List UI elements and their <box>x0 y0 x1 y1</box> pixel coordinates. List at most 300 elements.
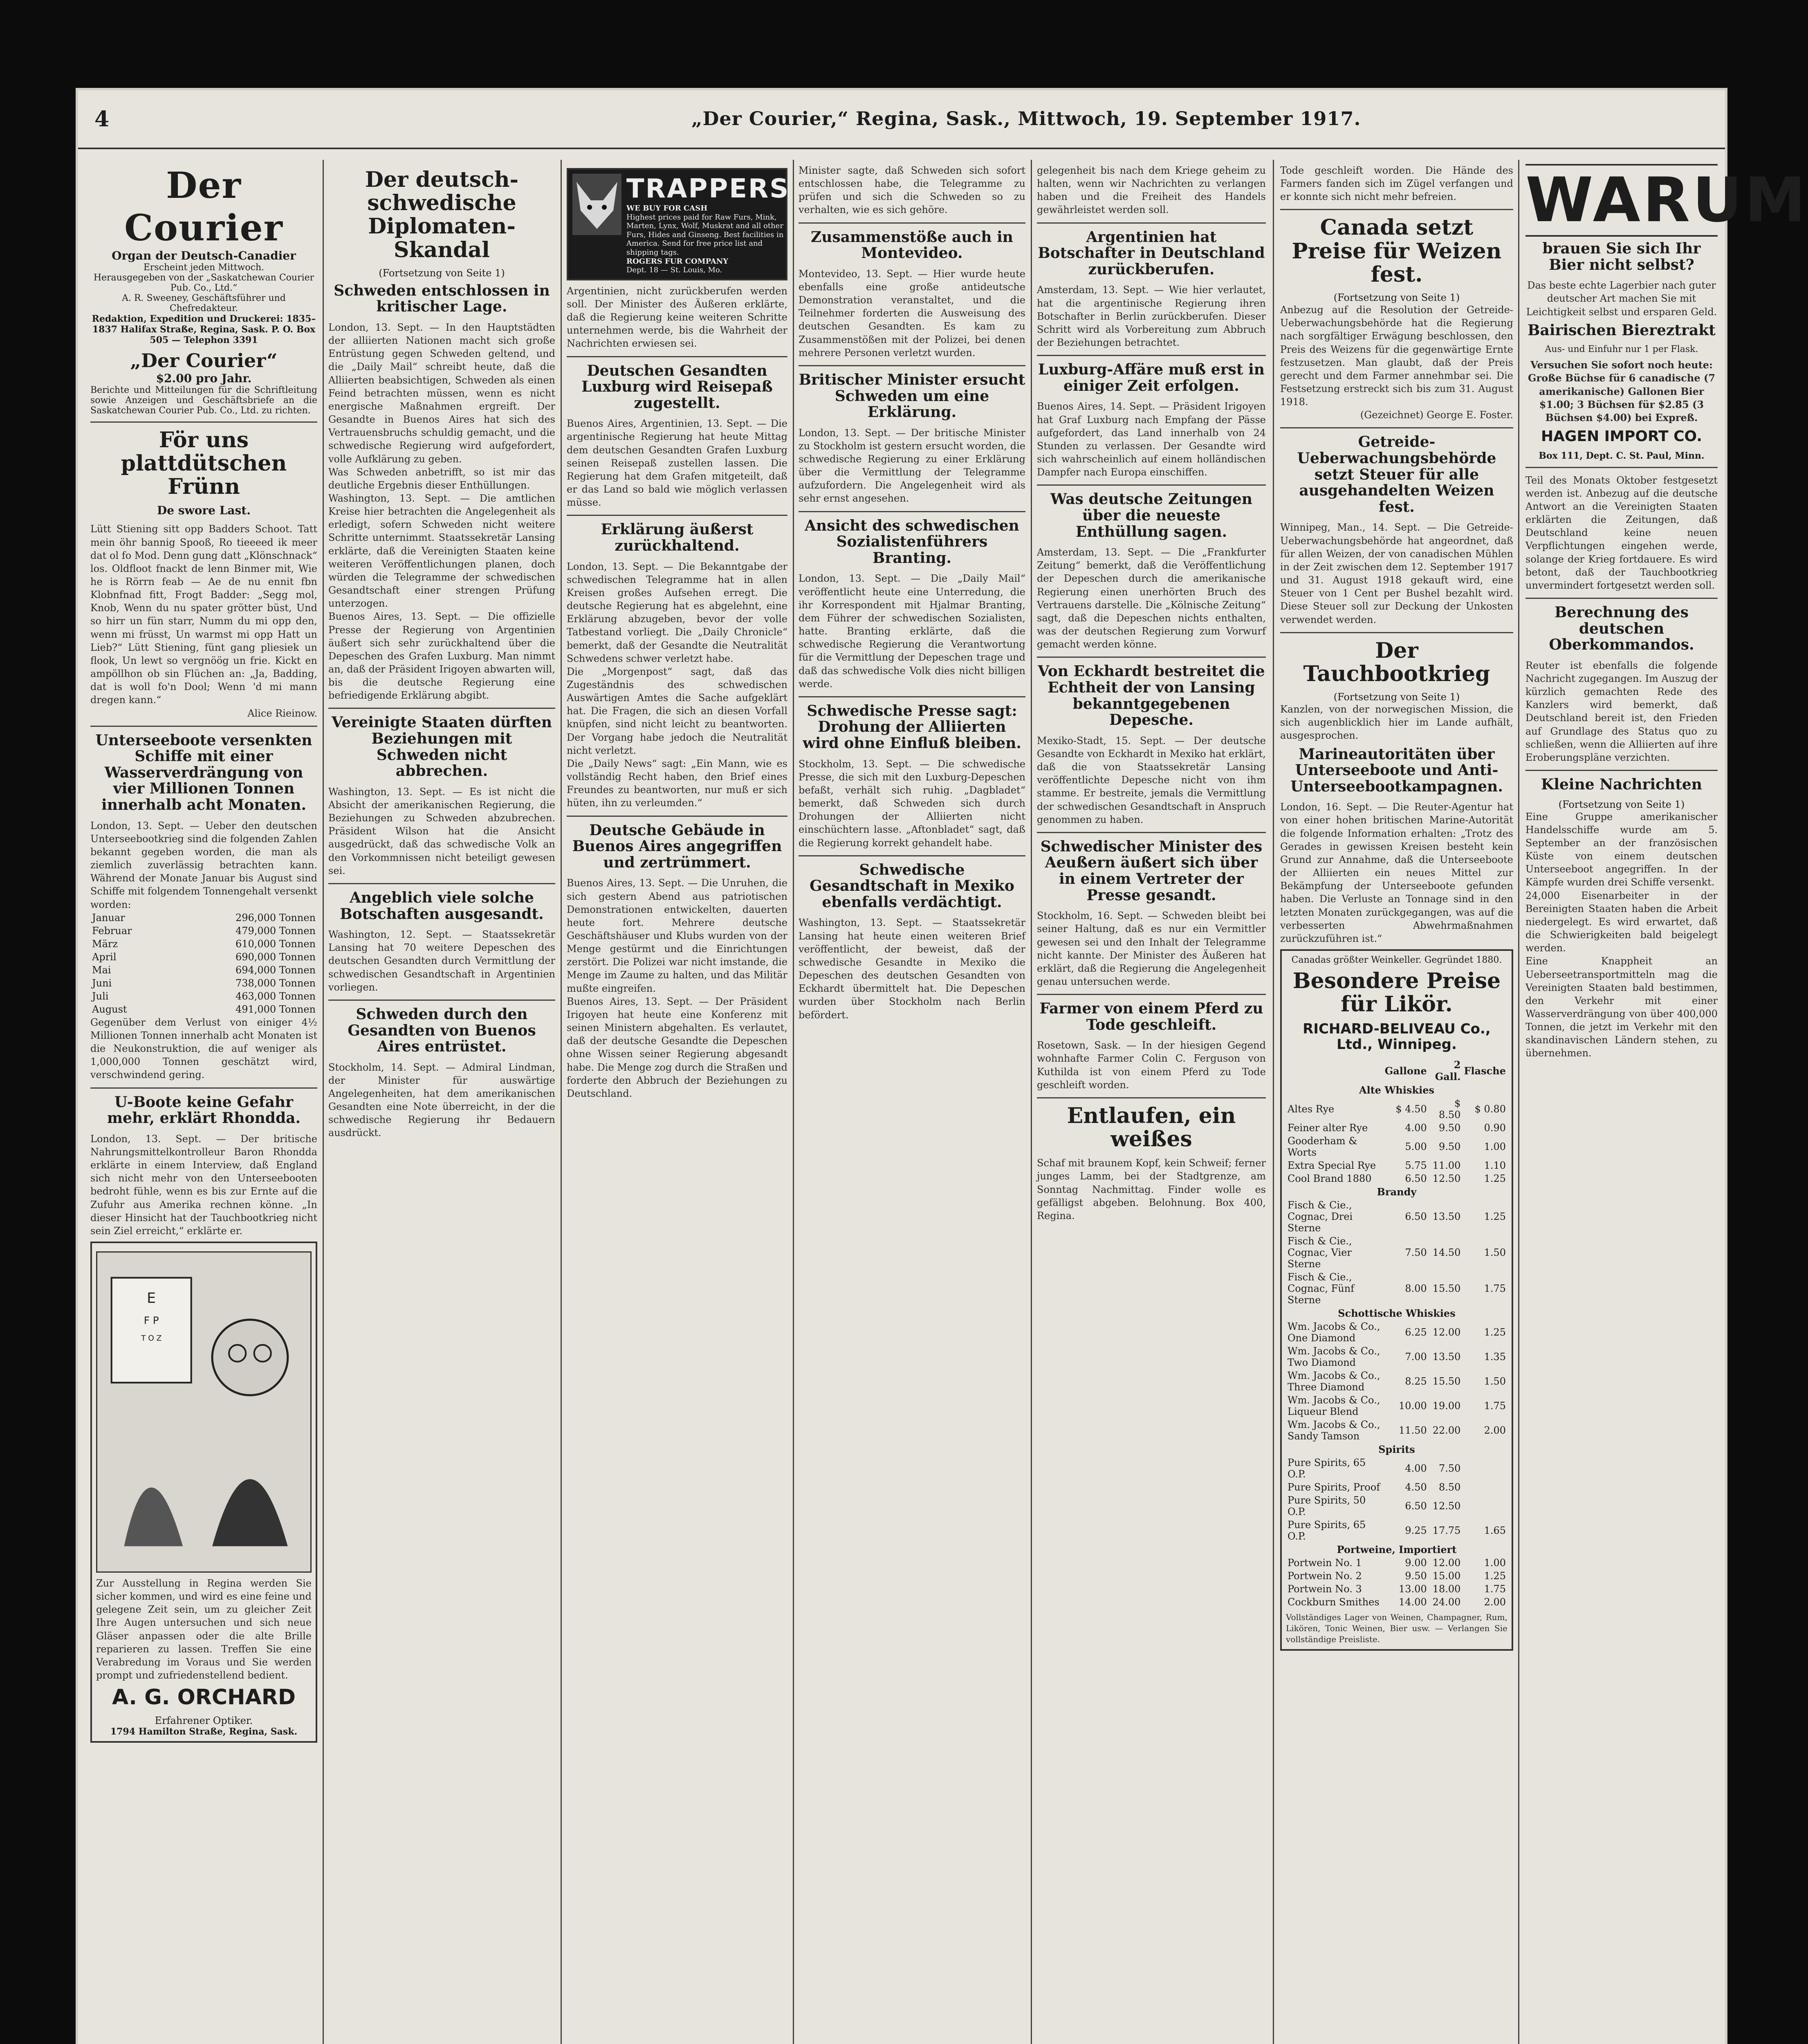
headline: Canada setzt Preise für Weizen fest. <box>1292 215 1502 287</box>
article-text: Reuter ist ebenfalls die folgende Nachricht zugegangen. Im Auszug der kürzlich gemachten Rede des Kanzlers wird bemerkt, daß Deutschland bereit ist, den Frieden auf Grundlage des Status quo zu schließen, wenn die Alliierten auf ihre Eroberungspläne verzichten. <box>1525 659 1718 763</box>
price-value: 8.25 <box>1405 1376 1427 1387</box>
tonnage-value: 479,000 Tonnen <box>235 925 316 937</box>
price-value: 6.50 <box>1405 1211 1427 1223</box>
price-value: $ 8.50 <box>1438 1098 1461 1121</box>
tonnage-row <box>90 977 317 990</box>
tonnage-row <box>90 964 317 977</box>
price-column-header: Flasche <box>1464 1065 1506 1077</box>
price-value: 1.25 <box>1484 1570 1506 1582</box>
headline: För uns plattdütschen Frünn <box>121 428 287 500</box>
divider <box>799 855 1025 856</box>
tonnage-value: 491,000 Tonnen <box>235 1003 316 1015</box>
article-text: Stockholm, 14. Sept. — Admiral Lindman, der Minister für auswärtige Angelegenheiten, hat dem amerikanischen Gesandten eine Note überreicht, in der die schwedische Regierung ihr Bedauern ausdrückt. <box>328 1061 555 1139</box>
divider <box>799 696 1025 697</box>
column-1 <box>90 164 317 2044</box>
tonnage-month: Juni <box>92 977 112 989</box>
price-row <box>1286 1271 1507 1307</box>
price-value: 13.00 <box>1399 1583 1427 1595</box>
price-value: 1.10 <box>1484 1160 1506 1172</box>
liquor-price-table <box>1286 1058 1507 1609</box>
article-text: Teil des Monats Oktober festgesetzt werden ist. Anbezug auf die deutsche Antwort an die Vereinigten Staaten erklärten die Zeitungen, daß Deutschland keine neuen Verpflichtungen eingehen werde, solange der Krieg fortdauere. Es wird betont, daß der Tauchbootkrieg unvermindert fortgesetzt werden soll. <box>1525 474 1718 591</box>
column-5 <box>1037 164 1266 2044</box>
article-text: Washington, 13. Sept. — Die amtlichen Kreise hier betrachten die Angelegenheit als erledigt, sofern Schweden nicht weitere Schritte unternimmt. Staatssekretär Lansing erklärte, daß die Vereinigten Staaten keine weiteren Veröffentlichungen planen, doch würden die Telegramme der schwedischen Gesandtschaft einer strengen Prüfung unterzogen. <box>328 492 555 610</box>
masthead-notice: Berichte und Mitteilungen für die Schriftleitung sowie Anzeigen und Geschäftsbriefe an die Saskatchewan Courier Pub. Co., Ltd. zu richten. <box>90 385 317 416</box>
price-value: 1.65 <box>1484 1525 1506 1537</box>
divider <box>1280 209 1513 210</box>
price-value: 7.50 <box>1405 1247 1427 1259</box>
article-text: Kanzlen, von der norwegischen Mission, die sich augenblicklich hier im Lande aufhält, ausgesprochen. <box>1280 704 1513 742</box>
price-section-title: Alte Whiskies <box>1359 1084 1434 1096</box>
trappers-ad-banner <box>568 170 790 279</box>
price-value: 1.25 <box>1484 1211 1506 1223</box>
price-value: 10.00 <box>1399 1400 1427 1412</box>
headline: Schwedische Gesandtschaft in Mexiko ebenfalls verdächtigt. <box>810 861 1014 911</box>
price-section-title: Schottische Whiskies <box>1338 1307 1456 1320</box>
optician-sub: Erfahrener Optiker. <box>155 1715 253 1727</box>
subscription-title: „Der Courier“ <box>130 350 278 372</box>
divider <box>1525 598 1718 599</box>
price-value: 9.25 <box>1405 1525 1427 1537</box>
price-value <box>1462 1481 1507 1494</box>
poem-text: Lütt Stiening sitt opp Badders Schoot. Tatt mein öhr bannig Spooß, Ro tieeeed ik meer dat ol fo Mod. Denn gung datt „Klönschnack“ los. Oldfloot fnackt de lenn Binmer mit, Wie he is Rörrn feab — Ae de nu ennit fbn Klobnfnad fitt, Frogt Badder: „Segg mol, Knob, Wenn du nu spater grötter büst, Und so hirr un fün starr, Numm du mi opp den, wenn mi früsst, Un warmst mi opp Hatt un Lieb?“ Lütt Stiening, fünt gang pliesiek un flook, Un lewt so vergnöög un frie. Kickt en ampöllhon ob sin Flüchen an: „Ja, Badding, dat is woll fo'n Dool; Wenn 'd mi mann dregen kann.“ <box>90 523 317 706</box>
tonnage-month: August <box>92 1003 127 1015</box>
divider <box>1037 994 1266 995</box>
price-row <box>1286 1394 1507 1418</box>
article-text: Was Schweden anbetrifft, so ist mir das deutliche Ergebnis dieser Enthüllungen. <box>328 466 555 491</box>
price-row <box>1286 1134 1507 1159</box>
article-text: Buenos Aires, 13. Sept. — Der Präsident Irigoyen hat heute eine Konferenz mit seinen Ministern abgehalten. Es verlautet, daß der deutsche Gesandte die Depeschen ohne Wissen seiner Regierung abgesandt habe. Die Menge zog durch die Straßen und forderte den Abbruch der Beziehungen zu Deutschland. <box>567 995 788 1099</box>
headline: Schwedische Presse sagt: Drohung der Alliierten wird ohne Einfluß bleiben. <box>803 702 1021 752</box>
optician-illustration <box>96 1251 312 1573</box>
tonnage-month: Juli <box>92 990 109 1002</box>
trappers-tag: WE BUY FOR CASH <box>626 204 708 213</box>
price-value: 15.00 <box>1432 1570 1461 1582</box>
price-value: 9.50 <box>1405 1570 1427 1582</box>
masthead-title: Der Courier <box>124 164 283 249</box>
tonnage-month: März <box>92 938 118 950</box>
price-item-name: Wm. Jacobs & Co., One Diamond <box>1288 1321 1380 1344</box>
price-value: 7.00 <box>1405 1351 1427 1363</box>
price-row <box>1286 1569 1507 1582</box>
price-value: 1.00 <box>1484 1141 1506 1153</box>
divider <box>1280 632 1513 633</box>
divider <box>90 1087 317 1089</box>
headline: Zusammenstöße auch in Montevideo. <box>811 228 1013 262</box>
price-value: 14.00 <box>1399 1596 1427 1608</box>
price-item-name: Pure Spirits, 65 O.P. <box>1288 1457 1366 1480</box>
headline: Ansicht des schwedischen Sozialistenführers Branting. <box>805 517 1019 567</box>
headline: Was deutsche Zeitungen über die neueste Enthüllung sagen. <box>1050 491 1253 540</box>
price-value: 12.50 <box>1432 1173 1461 1185</box>
divider <box>567 356 787 357</box>
continued-note: (Fortsetzung von Seite 1) <box>1558 798 1685 810</box>
optician-name: A. G. ORCHARD <box>112 1685 296 1710</box>
divider <box>799 222 1025 224</box>
tonnage-month: April <box>92 951 117 963</box>
price-value: 12.50 <box>1432 1500 1461 1512</box>
price-row <box>1286 1159 1507 1172</box>
article-text: 24,000 Eisenarbeiter in der Bereinigten Staaten haben die Arbeit niedergelegt. Es wird erwartet, daß die Schwierigkeiten bald beigelegt werden. <box>1525 890 1718 954</box>
headline: Marineautoritäten über Unterseeboote und Anti-Unterseebootkampagnen. <box>1290 745 1503 795</box>
article-text: Buenos Aires, 13. Sept. — Die Unruhen, die sich gestern Abend aus patriotischen Demonstrationen entwickelten, dauerten heute fort. Mehrere deutsche Geschäftshäuser und Klubs wurden von der Menge gestürmt und die Einrichtungen zerstört. Die Polizei war nicht imstande, die Menge im Zaume zu halten, und das Militär mußte eingreifen. <box>567 877 787 994</box>
divider <box>328 708 555 709</box>
headline: Von Eckhardt bestreitet die Echtheit der von Lansing bekanntgegebenen Depesche. <box>1038 663 1265 729</box>
divider <box>1037 1097 1266 1098</box>
tonnage-row <box>90 1003 317 1016</box>
price-value: 1.75 <box>1484 1400 1506 1412</box>
article-text: Buenos Aires, 13. Sept. — Die offizielle Presse der Regierung von Argentinien äußert sich sehr zurückhaltend über die Depeschen des Grafen Luxburg. Man nimmt an, daß der Präsident Irigoyen abwarten will, bis die deutsche Regierung eine befriedigende Erklärung abgibt. <box>328 611 555 702</box>
price-value: 1.50 <box>1484 1247 1506 1259</box>
classified-text: Schaf mit braunem Kopf, kein Schweif; ferner junges Lamm, bei der Stadtgrenze, am Sonntag Nachmittag. Finder wolle es gefälligst abgeben. Belohnung. Box 400, Regina. <box>1037 1157 1266 1221</box>
price-section-title: Spirits <box>1378 1443 1415 1456</box>
price-row <box>1286 1582 1507 1596</box>
headline: Farmer von einem Pferd zu Tode geschleift. <box>1039 1000 1263 1033</box>
page-number: 4 <box>94 107 110 132</box>
price-row <box>1286 1418 1507 1443</box>
divider <box>1037 657 1266 658</box>
trappers-address: Dept. 18 — St. Louis, Mo. <box>626 266 722 275</box>
price-row <box>1286 1456 1507 1481</box>
masthead <box>90 164 317 416</box>
price-item-name: Wm. Jacobs & Co., Two Diamond <box>1288 1345 1380 1369</box>
price-value: $ 4.50 <box>1395 1103 1427 1115</box>
price-value: 4.50 <box>1405 1481 1427 1493</box>
article-text: Washington, 13. Sept. — Es ist nicht die Absicht der amerikanischen Regierung, die Beziehungen zu Schweden abzubrechen. Präsident Wilson hat die Ansicht ausgedrückt, daß das schwedische Volk an den Vorkommnissen nicht beteiligt gewesen sei. <box>328 786 555 876</box>
column-4 <box>799 164 1025 2044</box>
subheadline: Schweden entschlossen in kritischer Lage. <box>334 282 550 316</box>
divider <box>328 883 555 884</box>
tonnage-value: 690,000 Tonnen <box>235 951 316 963</box>
extract-name: Bairischen Biereztrakt <box>1528 321 1716 339</box>
classified-headline: Entlaufen, ein weißes <box>1067 1103 1236 1152</box>
column-rule <box>323 160 324 2044</box>
price-row <box>1286 1369 1507 1394</box>
price-row <box>1286 1199 1507 1235</box>
price-value: 19.00 <box>1432 1400 1461 1412</box>
price-section-title: Portweine, Importiert <box>1337 1544 1457 1556</box>
price-row <box>1286 1345 1507 1369</box>
price-value: 5.75 <box>1405 1160 1427 1172</box>
trappers-ad <box>567 168 790 280</box>
price-row <box>1286 1172 1507 1185</box>
price-value: 9.50 <box>1438 1141 1461 1153</box>
price-row <box>1286 1596 1507 1609</box>
article-text: London, 13. Sept. — Die „Daily Mail“ veröffentlicht heute eine Unterredung, die ihr Korrespondent mit Hjalmar Branting, dem Führer der schwedischen Sozialisten, hatte. Branting erklärte, daß die schwedische Regierung die Verantwortung für die Vermittlung der Depeschen trage und daß das schwedische Volk dies nicht billigen werde. <box>799 573 1025 690</box>
article-text: Amsterdam, 13. Sept. — Die „Frankfurter Zeitung“ bemerkt, daß die Veröffentlichung der Depeschen durch die amerikanische Regierung einen unerhörten Bruch des Vertrauens darstelle. Die „Kölnische Zeitung“ sagt, daß die Depeschen nichts enthalten, was der deutschen Regierung zum Vorwurf gemacht werden könne. <box>1037 547 1266 650</box>
price-item-name: Altes Rye <box>1288 1103 1335 1115</box>
price-value: 11.00 <box>1432 1160 1461 1172</box>
price-value: 22.00 <box>1432 1425 1461 1437</box>
liquor-ad <box>1280 949 1513 1651</box>
article-text: Buenos Aires, 14. Sept. — Präsident Irigoyen hat Graf Luxburg nach Empfang der Pässe aufgefordert, das Land innerhalb von 24 Stunden zu verlassen. Der Gesandte wird sich wahrscheinlich auf einem holländischen Dampfer nach Europa einschiffen. <box>1037 401 1266 478</box>
continued-note: (Fortsetzung von Seite 1) <box>379 267 505 279</box>
divider <box>1525 770 1718 771</box>
article-text: Amsterdam, 13. Sept. — Wie hier verlautet, hat die argentinische Regierung ihren Botschafter in Berlin zurückberufen. Dieser Schritt wird als Vorbereitung zum Abbruch der Beziehungen betrachtet. <box>1037 284 1266 349</box>
price-value: 13.50 <box>1432 1211 1461 1223</box>
article-text: Eine Gruppe amerikanischer Handelsschiffe wurde am 5. September an der französischen Küste von einem deutschen Unterseeboot angegriffen. In der Kämpfe wurden drei Schiffe versenkt. <box>1525 811 1718 888</box>
divider <box>328 1000 555 1001</box>
price-value: $ 0.80 <box>1474 1103 1506 1115</box>
price-value: 15.50 <box>1432 1376 1461 1387</box>
price-value <box>1462 1494 1507 1518</box>
trappers-company: ROGERS FUR COMPANY <box>626 257 729 266</box>
headline: Erklärung äußerst zurückhaltend. <box>601 521 754 554</box>
article-text: London, 13. Sept. — Ueber den deutschen Unterseebootkrieg sind die folgenden Zahlen bekannt gegeben worden, die man als ziemlich zuverlässig betrachten kann. Während der Monate Januar bis August sind Schiffe mit folgendem Tonnengehalt versenkt worden: <box>90 820 317 910</box>
price-value: 12.00 <box>1432 1327 1461 1338</box>
price-item-name: Extra Special Rye <box>1288 1160 1376 1172</box>
hagen-address: Box 111, Dept. C. St. Paul, Minn. <box>1539 450 1705 461</box>
headline: Getreide-Ueberwachungsbehörde setzt Steuer für alle ausgehandelten Weizen fest. <box>1297 433 1496 515</box>
tonnage-value: 694,000 Tonnen <box>235 964 316 976</box>
price-item-name: Wm. Jacobs & Co., Sandy Tamson <box>1288 1419 1380 1442</box>
order-text: Versuchen Sie sofort noch heute: Große Büchse für 6 canadische (7 amerikanische) Gallonen Bier $1.00; 3 Büchsen für $2.85 (3 Büchsen $4.00) bei Expreß. <box>1528 359 1716 424</box>
headline: Argentinien hat Botschafter in Deutschland zurückberufen. <box>1038 228 1265 278</box>
price-row <box>1286 1235 1507 1271</box>
article-text: Rosetown, Sask. — In der hiesigen Gegend wohnhafte Farmer Colin C. Ferguson von Kuthilda ist von einem Pferd zu Tode geschleift worden. <box>1037 1040 1266 1091</box>
article-text: London, 13. Sept. — Der britische Nahrungsmittelkontrolleur Baron Rhondda erklärte in einem Interview, daß England sich nicht mehr von den Unterseebooten bedroht fühle, wenn es bis zur Ernte auf die Zufuhr aus Amerika rechnen könne. „In dieser Hinsicht hat der Tauchbootkrieg nicht sein Ziel erreicht,“ erklärte er. <box>90 1133 317 1237</box>
liquor-ad-top: Canadas größter Weinkeller. Gegründet 1880. <box>1291 955 1502 965</box>
trappers-title: TRAPPERS <box>626 174 790 204</box>
price-value: 8.50 <box>1438 1481 1461 1493</box>
price-value: 1.25 <box>1484 1173 1506 1185</box>
article-text: Die „Daily News“ sagt: „Ein Mann, wie es vollständig Recht haben, den Brief eines Freundes zu beantworten, nur muß er sich hüten, ihn zu verleumden.“ <box>567 758 787 809</box>
price-item-name: Pure Spirits, 65 O.P. <box>1288 1519 1366 1542</box>
warum-ad-subtitle: brauen Sie sich Ihr Bier nicht selbst? <box>1542 240 1701 273</box>
poem-title: De swore Last. <box>157 503 251 517</box>
tonnage-row <box>90 937 317 950</box>
tonnage-value: 296,000 Tonnen <box>235 912 316 923</box>
headline: Deutsche Gebäude in Buenos Aires angegriffen und zertrümmert. <box>572 821 782 871</box>
column-6 <box>1280 164 1513 2044</box>
tonnage-month: Januar <box>92 912 125 923</box>
price-value: 1.75 <box>1484 1283 1506 1295</box>
price-item-name: Portwein No. 3 <box>1288 1583 1362 1595</box>
article-text: Winnipeg, Man., 14. Sept. — Die Getreide-Ueberwachungsbehörde hat angeordnet, daß für allen Weizen, der von canadischen Mühlen in der Zeit zwischen dem 12. September 1917 und 31. August 1918 gekauft wird, eine Steuer von 1 Cent per Bushel bezahlt wird. Diese Steuer soll zur Deckung der Unkosten verwendet werden. <box>1280 522 1513 625</box>
price-row <box>1286 1518 1507 1543</box>
divider <box>1037 355 1266 356</box>
price-row <box>1286 1556 1507 1569</box>
price-value: 6.50 <box>1405 1173 1427 1185</box>
column-rule <box>561 160 562 2044</box>
svg-text:T O Z: T O Z <box>141 1334 162 1343</box>
column-rule <box>793 160 794 2044</box>
price-item-name: Feiner alter Rye <box>1288 1122 1368 1134</box>
hagen-company: HAGEN IMPORT CO. <box>1541 428 1703 445</box>
price-item-name: Wm. Jacobs & Co., Liqueur Blend <box>1288 1394 1380 1418</box>
price-section-title: Brandy <box>1377 1186 1417 1198</box>
masthead-office: Redaktion, Expedition und Druckerei: 1835–1837 Halifax Straße, Regina, Sask. P. O. Box 505 — Telephon 3391 <box>92 314 316 345</box>
divider <box>1280 427 1513 428</box>
column-rule <box>1518 160 1519 2044</box>
newspaper-page <box>76 88 1808 2044</box>
divider <box>1037 484 1266 486</box>
price-item-name: Wm. Jacobs & Co., Three Diamond <box>1288 1370 1380 1393</box>
price-item-name: Fisch & Cie., Cognac, Fünf Sterne <box>1288 1271 1355 1306</box>
column-7 <box>1525 164 1808 2044</box>
price-value: 6.50 <box>1405 1500 1427 1512</box>
price-row <box>1286 1320 1507 1345</box>
price-item-name: Gooderham & Worts <box>1288 1135 1357 1159</box>
tonnage-row <box>90 911 317 924</box>
divider <box>799 365 1025 366</box>
tonnage-row <box>90 990 317 1003</box>
signature-line: (Gezeichnet) George E. Foster. <box>1360 409 1513 421</box>
fox-head-icon <box>572 178 621 231</box>
headline: Schwedischer Minister des Aeußern äußert sich über in einem Vertreter der Presse gesandt. <box>1040 838 1263 904</box>
price-value: 7.50 <box>1438 1463 1461 1475</box>
price-value <box>1462 1456 1507 1481</box>
price-value: 12.00 <box>1432 1557 1461 1569</box>
tonnage-value: 738,000 Tonnen <box>235 977 316 989</box>
price-value: 2.00 <box>1484 1425 1506 1437</box>
article-text: London, 13. Sept. — Der britische Minister zu Stockholm ist gestern ersucht worden, die schwedische Regierung zu einer Erklärung über die Vermittlung der Telegramme aufzufordern. Die Angelegenheit wird als sehr ernst angesehen. <box>799 427 1025 504</box>
tonnage-month: Mai <box>92 964 111 976</box>
article-text: Stockholm, 13. Sept. — Die schwedische Presse, die sich mit den Luxburg-Depeschen befaßt, verhält sich ruhig. „Dagbladet“ bemerkt, daß Schweden sich durch Drohungen der Alliierten nicht einschüchtern lasse. „Aftonbladet“ sagt, daß die Regierung korrekt gehandelt habe. <box>799 758 1025 849</box>
optician-text: Zur Ausstellung in Regina werden Sie sicher kommen, und wird es eine feine und gelegene Zeit sein, um zu gleicher Zeit Ihre Augen untersuchen und sich neue Gläser anpassen oder die alte Brille reparieren zu lassen. Treffen Sie eine Verabredung im Voraus und Sie werden prompt und zufriedenstellend bedient. <box>96 1577 312 1681</box>
price-value: 0.90 <box>1484 1122 1506 1134</box>
masthead-subtitle: Organ der Deutsch-Canadier <box>112 249 296 262</box>
price-item-name: Fisch & Cie., Cognac, Vier Sterne <box>1288 1235 1352 1270</box>
divider <box>567 515 787 516</box>
article-text: London, 13. Sept. — Die Bekanntgabe der schwedischen Telegramme hat in allen Kreisen großes Aufsehen erregt. Die deutsche Regierung hat es abgelehnt, eine Erklärung abzugeben, bevor der volle Tatbestand vorliegt. Die „Daily Chronicle“ bemerkt, daß der Gesandte die Neutralität Schwedens schwer verletzt habe. <box>567 560 787 664</box>
extract-sub: Aus- und Einfuhr nur 1 per Flask. <box>1545 344 1698 355</box>
divider <box>567 816 787 817</box>
price-value: 18.00 <box>1432 1583 1461 1595</box>
warum-ad-text: Das beste echte Lagerbier nach guter deutscher Art machen Sie mit Leichtigkeit selbst und ersparen Geld. <box>1526 280 1717 318</box>
svg-text:F P: F P <box>144 1314 159 1327</box>
price-value: 1.50 <box>1484 1376 1506 1387</box>
headline: Kleine Nachrichten <box>1541 776 1702 793</box>
price-item-name: Portwein No. 2 <box>1288 1570 1362 1582</box>
column-2 <box>328 164 555 2044</box>
liquor-ad-headline: Besondere Preise für Likör. <box>1292 968 1501 1017</box>
tonnage-month: Februar <box>92 925 132 937</box>
page-header <box>78 90 1725 149</box>
continued-note: (Fortsetzung von Seite 1) <box>1333 292 1460 304</box>
svg-text:E: E <box>147 1290 156 1307</box>
price-item-name: Portwein No. 1 <box>1288 1557 1362 1569</box>
tonnage-value: 463,000 Tonnen <box>235 990 316 1002</box>
price-row <box>1286 1097 1507 1121</box>
tonnage-row <box>90 950 317 964</box>
article-text: Montevideo, 13. Sept. — Hier wurde heute ebenfalls eine große antideutsche Demonstration veranstaltet, und die Teilnehmer forderten die Ausweisung des deutschen Gesandten. Es kam zu Zusammenstößen mit der Polizei, bei denen mehrere Personen verletzt wurden. <box>799 268 1025 359</box>
masthead-frequency: Erscheint jeden Mittwoch. <box>143 262 265 273</box>
headline: Unterseeboote versenkten Schiffe mit einer Wasserverdrängung von vier Millionen Tonnen innerhalb acht Monaten. <box>95 731 312 814</box>
price-value: 4.00 <box>1405 1122 1427 1134</box>
price-value: 24.00 <box>1432 1596 1461 1608</box>
price-column-header: 2 Gall. <box>1435 1059 1461 1083</box>
price-row <box>1286 1481 1507 1494</box>
article-text: Washington, 13. Sept. — Staatssekretär Lansing hat heute einen weiteren Brief veröffentlicht, der beweist, daß der schwedische Gesandte in Mexiko die Depeschen des deutschen Gesandten von Eckhardt übermittelt hat. Die Depeschen wurden über Stockholm nach Berlin befördert. <box>799 917 1025 1021</box>
price-value: 5.00 <box>1405 1141 1427 1153</box>
price-value: 8.00 <box>1405 1283 1427 1295</box>
price-value: 1.25 <box>1484 1327 1506 1338</box>
price-row <box>1286 1121 1507 1134</box>
divider <box>1037 832 1266 833</box>
article-text: Tode geschleift worden. Die Hände des Farmers fanden sich im Zügel verfangen und er konnte sich nicht mehr befreien. <box>1280 165 1513 203</box>
article-text: gelegenheit bis nach dem Kriege geheim zu halten, wenn wir Nachrichten zu verlangen haben und die Freiheit des Handels gewährleistet werden soll. <box>1037 165 1266 216</box>
article-text: London, 16. Sept. — Die Reuter-Agentur hat von einer hohen britischen Marine-Autorität die folgende Information erhalten: „Trotz des Gerades in gewissen Kreisen besteht kein Grund zur Annahme, daß die Unterseeboote der Alliierten ein neues Mittel zur Bekämpfung der Unterseeboote gefunden haben. Die Verluste an Tonnage sind in den letzten Monaten zurückgegangen, was auf die verbesserten Abwehrmaßnahmen zurückzuführen ist.“ <box>1280 801 1513 944</box>
optician-address: 1794 Hamilton Straße, Regina, Sask. <box>110 1726 298 1737</box>
subheadline: Schweden durch den Gesandten von Buenos Aires entrüstet. <box>348 1005 536 1056</box>
article-text: Eine Knappheit an Ueberseetransportmitteln mag die Vereinigten Staaten bald bestimmen, den Verkehr mit einer Wasserverdrängung von über 400,000 Tonnen, die jetzt im Verkehr mit den skandinavischen Ländern stehen, zu übernehmen. <box>1525 955 1718 1059</box>
article-text: Mexiko-Stadt, 15. Sept. — Der deutsche Gesandte von Eckhardt in Mexiko hat erklärt, daß die von Staatssekretär Lansing veröffentlichte Depesche nicht von ihm stamme. Er bestreite, jemals die Vermittlung der schwedischen Gesandtschaft in Anspruch genommen zu haben. <box>1037 735 1266 825</box>
article-text: Die „Morgenpost“ sagt, daß das Zugeständnis des schwedischen Auswärtigen Amtes die Sache aufgeklärt hat. Die Fragen, die sich an diesen Vorfall knüpfen, sind nicht leicht zu beantworten. Der Vorgang habe jedoch die Neutralität nicht verletzt. <box>567 666 787 756</box>
optician-ad <box>90 1242 317 1743</box>
column-rule <box>1031 160 1032 2044</box>
price-item-name: Fisch & Cie., Cognac, Drei Sterne <box>1288 1199 1353 1234</box>
masthead-publisher: Herausgegeben von der „Saskatchewan Courier Pub. Co., Ltd.“ <box>93 273 314 293</box>
price-value: 14.50 <box>1432 1247 1461 1259</box>
headline: U-Boote keine Gefahr mehr, erklärt Rhondda. <box>107 1093 301 1127</box>
headline: Luxburg-Affäre muß erst in einiger Zeit erfolgen. <box>1038 361 1265 394</box>
headline: Der Tauchbootkrieg <box>1303 638 1490 686</box>
price-item-name: Cool Brand 1880 <box>1288 1173 1372 1185</box>
price-value: 17.75 <box>1432 1525 1461 1537</box>
masthead-manager: A. R. Sweeney, Geschäftsführer und Chefredakteur. <box>122 293 286 314</box>
tonnage-row <box>90 924 317 937</box>
price-item-name: Pure Spirits, Proof <box>1288 1481 1380 1493</box>
price-value: 15.50 <box>1432 1283 1461 1295</box>
price-value: 1.75 <box>1484 1583 1506 1595</box>
price-column-header: Gallone <box>1384 1065 1427 1077</box>
price-value: 1.35 <box>1484 1351 1506 1363</box>
tonnage-table <box>90 911 317 1016</box>
price-value: 13.50 <box>1432 1351 1461 1363</box>
price-value: 6.25 <box>1405 1327 1427 1338</box>
price-item-name: Pure Spirits, 50 O.P. <box>1288 1495 1366 1518</box>
price-header-row <box>1286 1058 1507 1083</box>
price-value: 9.50 <box>1438 1122 1461 1134</box>
column-rule <box>1273 160 1274 2044</box>
subheadline: Angeblich viele solche Botschaften ausgesandt. <box>340 889 544 923</box>
divider <box>1037 222 1266 224</box>
fox-logo-icon <box>572 174 621 235</box>
price-value: 11.50 <box>1399 1425 1427 1437</box>
liquor-ad-footer: Vollständiges Lager von Weinen, Champagner, Rum, Likören, Tonic Weinen, Bier usw. — Verlangen Sie vollständige Preisliste. <box>1286 1612 1507 1644</box>
article-text: Washington, 12. Sept. — Staatssekretär Lansing hat 70 weitere Depeschen des deutschen Gesandten durch Vermittlung der schwedischen Gesandtschaft in Argentinien vorliegen. <box>328 929 555 993</box>
article-text: Gegenüber dem Verlust von einiger 4½ Millionen Tonnen innerhalb acht Monaten ist die Neukonstruktion, die auf weniger als 1,000,000 Tonnen geschätzt wird, verschwindend gering. <box>90 1016 317 1081</box>
price-value: 1.00 <box>1484 1557 1506 1569</box>
column-3 <box>567 164 790 2044</box>
headline: Berechnung des deutschen Oberkommandos. <box>1549 604 1694 654</box>
price-value: 9.00 <box>1405 1557 1427 1569</box>
headline: Deutschen Gesandten Luxburg wird Reisepaß zugestellt. <box>581 362 773 412</box>
divider <box>1525 467 1718 468</box>
warum-ad-title: WARUM <box>1525 165 1808 236</box>
article-text: Buenos Aires, Argentinien, 13. Sept. — Die argentinische Regierung hat heute Mittag dem deutschen Gesandten Grafen Luxburg seinen Reisepaß zustellen lassen. Die Regierung hat dem Grafen mitgeteilt, daß er das Land so bald wie möglich verlassen müsse. <box>567 418 787 509</box>
running-title: „Der Courier,“ Regina, Sask., Mittwoch, 19. September 1917. <box>691 108 1361 130</box>
tonnage-value: 610,000 Tonnen <box>235 938 316 950</box>
price-row <box>1286 1494 1507 1518</box>
headline: Britischer Minister ersucht Schweden um eine Erklärung. <box>799 371 1025 421</box>
price-item-name: Cockburn Smithes <box>1288 1596 1380 1608</box>
headline: Der deutsch-schwedische Diplomaten-Skandal <box>365 167 519 262</box>
article-text: Stockholm, 16. Sept. — Schweden bleibt bei seiner Haltung, daß es nur ein Vermittler gewesen sei und den Inhalt der Telegramme nicht kannte. Der Minister des Äußeren hat erklärt, daß die Regierung die Angelegenheit genau untersuchen werde. <box>1037 910 1266 987</box>
subscription-price: $2.00 pro Jahr. <box>156 372 252 385</box>
divider <box>90 726 317 727</box>
liquor-ad-company: RICHARD-BELIVEAU Co., Ltd., Winnipeg. <box>1303 1021 1491 1053</box>
article-text: Anbezug auf die Resolution der Getreide-Ueberwachungsbehörde hat die Regierung nach sorgfältiger Erwägung beschlossen, den Preis des Weizens für die gegenwärtige Ernte festzusetzen. Man glaubt, daß der Preis gerecht und dem Farmer annehmbar sei. Die Festsetzung erstreckt sich bis zum 31. August 1918. <box>1280 304 1513 408</box>
divider <box>799 511 1025 512</box>
poem-author: Alice Rieinow. <box>247 707 317 719</box>
article-text: Minister sagte, daß Schweden sich sofort entschlossen habe, die Telegramme zu prüfen und sich die Schweden so zu verhalten, wie es sich gehöre. <box>799 165 1025 216</box>
subheadline: Vereinigte Staaten dürften Beziehungen mit Schweden nicht abbrechen. <box>331 714 552 780</box>
price-value: 4.00 <box>1405 1463 1427 1475</box>
price-value: 2.00 <box>1484 1596 1506 1608</box>
optician-illustration-icon <box>97 1253 310 1571</box>
trappers-text: Highest prices paid for Raw Furs, Mink, Marten, Lynx, Wolf, Muskrat and all other Furs, Hides and Ginseng. Best facilities in America. Send for free price list and shipping tags. <box>626 213 784 257</box>
